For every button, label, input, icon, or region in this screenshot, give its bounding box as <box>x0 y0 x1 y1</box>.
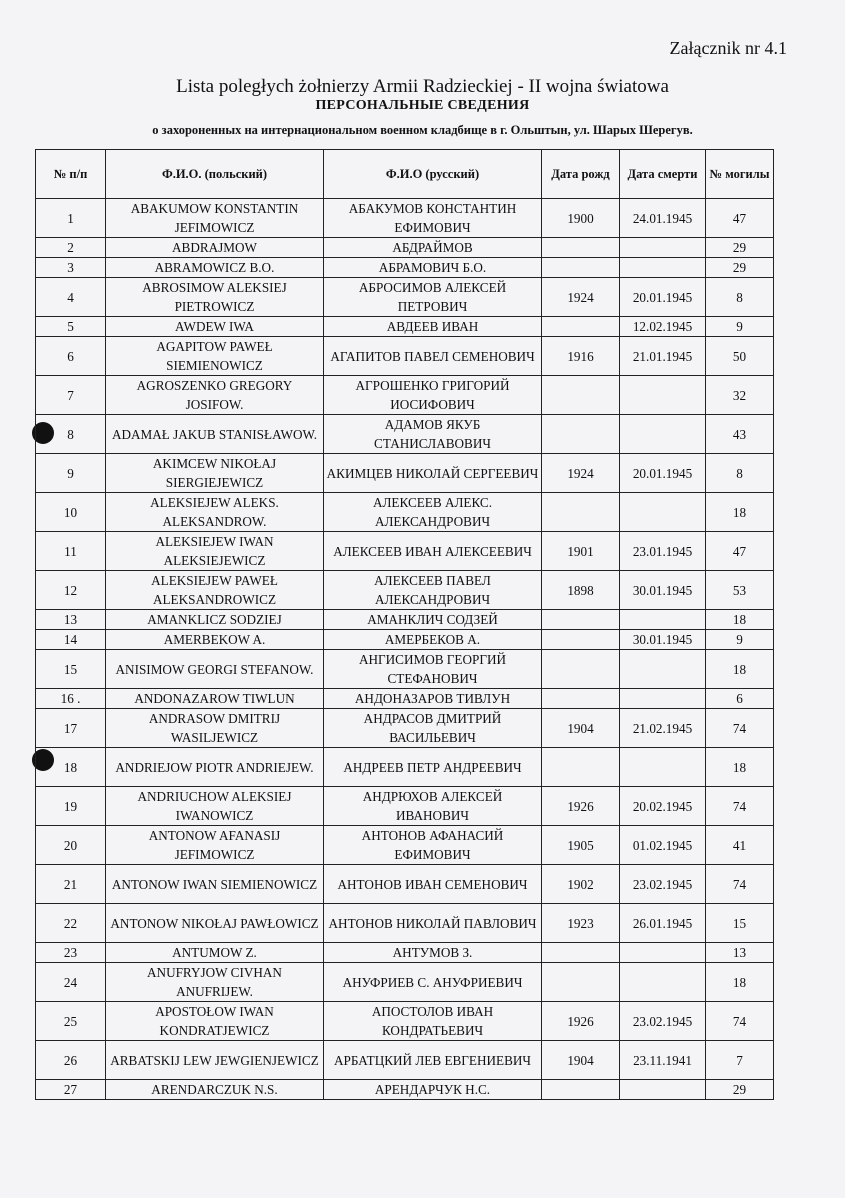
cell-grave-number: 13 <box>706 943 774 963</box>
table-row <box>36 278 774 317</box>
cell-birth-date: 1924 <box>542 454 620 493</box>
cell-number: 8 <box>36 415 106 454</box>
cell-grave-number: 8 <box>706 454 774 493</box>
cell-death-date <box>620 238 706 258</box>
cell-birth-date <box>542 689 620 709</box>
cell-grave-number: 29 <box>706 238 774 258</box>
cell-birth-date: 1916 <box>542 337 620 376</box>
cell-death-date: 23.02.1945 <box>620 1002 706 1041</box>
cell-name-russian: АБРАМОВИЧ Б.О. <box>324 258 542 278</box>
cell-birth-date: 1926 <box>542 1002 620 1041</box>
cell-birth-date <box>542 258 620 278</box>
cell-grave-number: 29 <box>706 258 774 278</box>
table-row <box>36 963 774 1002</box>
cell-number: 26 <box>36 1041 106 1080</box>
table-row <box>36 415 774 454</box>
cell-birth-date <box>542 963 620 1002</box>
cell-death-date: 30.01.1945 <box>620 630 706 650</box>
cell-number: 18 <box>36 748 106 787</box>
table-row <box>36 493 774 532</box>
cell-number: 24 <box>36 963 106 1002</box>
cell-name-russian: АНТОНОВ ИВАН СЕМЕНОВИЧ <box>324 865 542 904</box>
cell-birth-date: 1904 <box>542 1041 620 1080</box>
cell-name-russian: АБАКУМОВ КОНСТАНТИН ЕФИМОВИЧ <box>324 199 542 238</box>
cell-grave-number: 74 <box>706 865 774 904</box>
cell-name-russian: АНДРАСОВ ДМИТРИЙ ВАСИЛЬЕВИЧ <box>324 709 542 748</box>
cell-grave-number: 74 <box>706 787 774 826</box>
cell-birth-date: 1926 <box>542 787 620 826</box>
cell-number: 2 <box>36 238 106 258</box>
cell-grave-number: 18 <box>706 963 774 1002</box>
cell-birth-date <box>542 238 620 258</box>
cell-number: 20 <box>36 826 106 865</box>
cell-name-russian: АРЕНДАРЧУК Н.С. <box>324 1080 542 1100</box>
cell-name-polish: ANTONOW AFANASIJ JEFIMOWICZ <box>106 826 324 865</box>
cell-name-polish: ABAKUMOW KONSTANTIN JEFIMOWICZ <box>106 199 324 238</box>
col-header-name-russian: Ф.И.О (русский) <box>324 150 542 199</box>
table-row <box>36 650 774 689</box>
cell-number: 22 <box>36 904 106 943</box>
cell-name-russian: АНГИСИМОВ ГЕОРГИЙ СТЕФАНОВИЧ <box>324 650 542 689</box>
cell-name-polish: ANDONAZAROW TIWLUN <box>106 689 324 709</box>
cell-name-russian: АПОСТОЛОВ ИВАН КОНДРАТЬЕВИЧ <box>324 1002 542 1041</box>
cell-name-russian: АНДРЕЕВ ПЕТР АНДРЕЕВИЧ <box>324 748 542 787</box>
cell-birth-date: 1900 <box>542 199 620 238</box>
cell-name-polish: ABROSIMOW ALEKSIEJ PIETROWICZ <box>106 278 324 317</box>
cell-name-russian: АДАМОВ ЯКУБ СТАНИСЛАВОВИЧ <box>324 415 542 454</box>
table-row <box>36 689 774 709</box>
cell-name-russian: АЛЕКСЕЕВ ПАВЕЛ АЛЕКСАНДРОВИЧ <box>324 571 542 610</box>
cell-death-date: 21.01.1945 <box>620 337 706 376</box>
cell-death-date <box>620 943 706 963</box>
cell-name-polish: AWDEW IWA <box>106 317 324 337</box>
cell-birth-date <box>542 1080 620 1100</box>
cell-grave-number: 18 <box>706 748 774 787</box>
table-row <box>36 376 774 415</box>
cell-name-polish: APOSTOŁOW IWAN KONDRATJEWICZ <box>106 1002 324 1041</box>
table-row <box>36 199 774 238</box>
cell-name-polish: ARENDARCZUK N.S. <box>106 1080 324 1100</box>
cell-grave-number: 43 <box>706 415 774 454</box>
table-row <box>36 532 774 571</box>
col-header-birth-date: Дата рожд <box>542 150 620 199</box>
cell-birth-date: 1923 <box>542 904 620 943</box>
document-title: Lista poległych żołnierzy Armii Radzieckiej - II wojna światowa <box>176 76 669 97</box>
cell-name-polish: ANISIMOW GEORGI STEFANOW. <box>106 650 324 689</box>
cell-number: 25 <box>36 1002 106 1041</box>
cell-death-date: 20.01.1945 <box>620 278 706 317</box>
cell-grave-number: 47 <box>706 199 774 238</box>
cell-grave-number: 53 <box>706 571 774 610</box>
cell-number: 7 <box>36 376 106 415</box>
table-header-row <box>36 150 774 199</box>
table-row <box>36 317 774 337</box>
cell-death-date <box>620 963 706 1002</box>
cell-grave-number: 15 <box>706 904 774 943</box>
table-row <box>36 1080 774 1100</box>
cell-birth-date: 1924 <box>542 278 620 317</box>
cell-name-russian: АМАНКЛИЧ СОДЗЕЙ <box>324 610 542 630</box>
cell-name-russian: АЛЕКСЕЕВ АЛЕКС. АЛЕКСАНДРОВИЧ <box>324 493 542 532</box>
cell-grave-number: 74 <box>706 1002 774 1041</box>
cell-grave-number: 29 <box>706 1080 774 1100</box>
cell-death-date: 01.02.1945 <box>620 826 706 865</box>
cell-grave-number: 50 <box>706 337 774 376</box>
cell-name-polish: AMERBEKOW A. <box>106 630 324 650</box>
table-row <box>36 748 774 787</box>
cell-death-date <box>620 258 706 278</box>
cell-death-date: 23.02.1945 <box>620 865 706 904</box>
cell-name-russian: АНТОНОВ АФАНАСИЙ ЕФИМОВИЧ <box>324 826 542 865</box>
cell-grave-number: 7 <box>706 1041 774 1080</box>
table-row <box>36 709 774 748</box>
cell-name-polish: ANDRASOW DMITRIJ WASILJEWICZ <box>106 709 324 748</box>
table-row <box>36 630 774 650</box>
cell-birth-date <box>542 630 620 650</box>
cell-number: 5 <box>36 317 106 337</box>
document-subtitle-detail: о захороненных на интернациональном военном кладбище в г. Ольштын, ул. Шарых Шерегув. <box>152 123 693 137</box>
cell-birth-date <box>542 650 620 689</box>
cell-grave-number: 9 <box>706 317 774 337</box>
cell-name-russian: АНТОНОВ НИКОЛАЙ ПАВЛОВИЧ <box>324 904 542 943</box>
col-header-death-date: Дата смерти <box>620 150 706 199</box>
cell-grave-number: 6 <box>706 689 774 709</box>
cell-name-russian: АВДЕЕВ ИВАН <box>324 317 542 337</box>
cell-name-russian: АНТУМОВ З. <box>324 943 542 963</box>
cell-number: 9 <box>36 454 106 493</box>
cell-birth-date <box>542 610 620 630</box>
cell-birth-date: 1898 <box>542 571 620 610</box>
cell-name-russian: АЛЕКСЕЕВ ИВАН АЛЕКСЕЕВИЧ <box>324 532 542 571</box>
cell-grave-number: 74 <box>706 709 774 748</box>
table-row <box>36 826 774 865</box>
table-row <box>36 571 774 610</box>
table-row <box>36 337 774 376</box>
cell-death-date <box>620 689 706 709</box>
cell-number: 21 <box>36 865 106 904</box>
cell-death-date: 12.02.1945 <box>620 317 706 337</box>
cell-name-polish: ALEKSIEJEW IWAN ALEKSIEJEWICZ <box>106 532 324 571</box>
cell-name-polish: AGROSZENKO GREGORY JOSIFOW. <box>106 376 324 415</box>
cell-number: 1 <box>36 199 106 238</box>
cell-name-russian: АМЕРБЕКОВ А. <box>324 630 542 650</box>
table-row <box>36 238 774 258</box>
cell-number: 14 <box>36 630 106 650</box>
cell-name-russian: АНДОНАЗАРОВ ТИВЛУН <box>324 689 542 709</box>
cell-number: 27 <box>36 1080 106 1100</box>
cell-name-polish: AKIMCEW NIKOŁAJ SIERGIEJEWICZ <box>106 454 324 493</box>
cell-grave-number: 18 <box>706 493 774 532</box>
document-subtitle: ПЕРСОНАЛЬНЫЕ СВЕДЕНИЯ <box>315 98 530 113</box>
cell-number: 16 . <box>36 689 106 709</box>
cell-name-russian: АГРОШЕНКО ГРИГОРИЙ ИОСИФОВИЧ <box>324 376 542 415</box>
cell-death-date: 20.02.1945 <box>620 787 706 826</box>
cell-name-polish: ABRAMOWICZ B.O. <box>106 258 324 278</box>
cell-number: 23 <box>36 943 106 963</box>
cell-name-polish: ABDRAJMOW <box>106 238 324 258</box>
cell-death-date: 23.01.1945 <box>620 532 706 571</box>
cell-death-date: 26.01.1945 <box>620 904 706 943</box>
cell-death-date <box>620 1080 706 1100</box>
cell-name-polish: ARBATSKIJ LEW JEWGIENJEWICZ <box>106 1041 324 1080</box>
cell-birth-date <box>542 748 620 787</box>
cell-name-polish: ANDRIEJOW PIOTR ANDRIEJEW. <box>106 748 324 787</box>
cell-death-date <box>620 748 706 787</box>
col-header-grave-number: № могилы <box>706 150 774 199</box>
cell-name-polish: ALEKSIEJEW PAWEŁ ALEKSANDROWICZ <box>106 571 324 610</box>
cell-number: 11 <box>36 532 106 571</box>
cell-number: 17 <box>36 709 106 748</box>
col-header-number: № п/п <box>36 150 106 199</box>
table-row <box>36 258 774 278</box>
cell-name-polish: ANTONOW NIKOŁAJ PAWŁOWICZ <box>106 904 324 943</box>
table-row <box>36 787 774 826</box>
cell-name-polish: ANUFRYJOW CIVHAN ANUFRIJEW. <box>106 963 324 1002</box>
cell-death-date: 20.01.1945 <box>620 454 706 493</box>
cell-birth-date <box>542 415 620 454</box>
cell-number: 4 <box>36 278 106 317</box>
table-row <box>36 943 774 963</box>
cell-birth-date <box>542 376 620 415</box>
cell-grave-number: 9 <box>706 630 774 650</box>
table-row <box>36 904 774 943</box>
cell-name-polish: AGAPITOW PAWEŁ SIEMIENOWICZ <box>106 337 324 376</box>
cell-name-polish: AMANKLICZ SODZIEJ <box>106 610 324 630</box>
cell-birth-date: 1901 <box>542 532 620 571</box>
cell-grave-number: 41 <box>706 826 774 865</box>
cell-number: 15 <box>36 650 106 689</box>
cell-death-date: 24.01.1945 <box>620 199 706 238</box>
cell-death-date <box>620 493 706 532</box>
cell-name-polish: ANTONOW IWAN SIEMIENOWICZ <box>106 865 324 904</box>
cell-death-date: 23.11.1941 <box>620 1041 706 1080</box>
table-row <box>36 454 774 493</box>
table-row <box>36 1002 774 1041</box>
cell-name-russian: АБДРАЙМОВ <box>324 238 542 258</box>
cell-grave-number: 18 <box>706 610 774 630</box>
cell-birth-date <box>542 493 620 532</box>
cell-grave-number: 18 <box>706 650 774 689</box>
cell-birth-date <box>542 943 620 963</box>
cell-name-russian: АКИМЦЕВ НИКОЛАЙ СЕРГЕЕВИЧ <box>324 454 542 493</box>
cell-name-russian: АРБАТЦКИЙ ЛЕВ ЕВГЕНИЕВИЧ <box>324 1041 542 1080</box>
cell-number: 3 <box>36 258 106 278</box>
cell-death-date <box>620 376 706 415</box>
cell-number: 13 <box>36 610 106 630</box>
cell-death-date: 30.01.1945 <box>620 571 706 610</box>
table-row <box>36 1041 774 1080</box>
col-header-name-polish: Ф.И.О. (польский) <box>106 150 324 199</box>
cell-death-date <box>620 610 706 630</box>
cell-name-russian: АГАПИТОВ ПАВЕЛ СЕМЕНОВИЧ <box>324 337 542 376</box>
cell-name-polish: ALEKSIEJEW ALEKS. ALEKSANDROW. <box>106 493 324 532</box>
cell-death-date <box>620 650 706 689</box>
cell-birth-date: 1902 <box>542 865 620 904</box>
cell-number: 10 <box>36 493 106 532</box>
cell-number: 19 <box>36 787 106 826</box>
cell-name-polish: ANTUMOW Z. <box>106 943 324 963</box>
table-row <box>36 610 774 630</box>
cell-birth-date <box>542 317 620 337</box>
cell-birth-date: 1905 <box>542 826 620 865</box>
cell-grave-number: 8 <box>706 278 774 317</box>
cell-name-russian: АБРОСИМОВ АЛЕКСЕЙ ПЕТРОВИЧ <box>324 278 542 317</box>
cell-number: 6 <box>36 337 106 376</box>
cell-grave-number: 47 <box>706 532 774 571</box>
cell-birth-date: 1904 <box>542 709 620 748</box>
cell-number: 12 <box>36 571 106 610</box>
table-row <box>36 865 774 904</box>
cell-name-russian: АНУФРИЕВ С. АНУФРИЕВИЧ <box>324 963 542 1002</box>
cell-name-polish: ADAMAŁ JAKUB STANISŁAWOW. <box>106 415 324 454</box>
cell-grave-number: 32 <box>706 376 774 415</box>
annex-label: Załącznik nr 4.1 <box>669 38 787 58</box>
soldiers-table <box>35 149 774 1100</box>
cell-death-date <box>620 415 706 454</box>
cell-death-date: 21.02.1945 <box>620 709 706 748</box>
cell-name-polish: ANDRIUCHOW ALEKSIEJ IWANOWICZ <box>106 787 324 826</box>
cell-name-russian: АНДРЮХОВ АЛЕКСЕЙ ИВАНОВИЧ <box>324 787 542 826</box>
